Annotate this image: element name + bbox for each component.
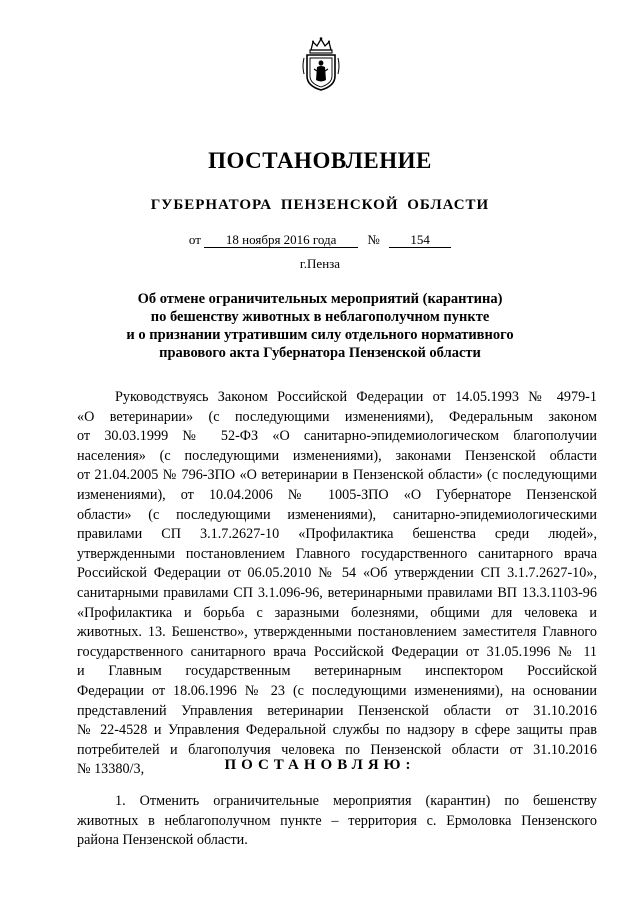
- preamble-line: Руководствуясь Законом Российской Федерации от 14.05.1993 № 4979-1: [115, 389, 597, 405]
- preamble-line: населения» (с последующими изменениями), законами Пензенской области: [77, 447, 597, 464]
- preamble-line: и Главным государственным ветеринарным инспектором Российской: [77, 663, 597, 680]
- preamble-line: представлений Управления ветеринарии Пензенской области от 31.10.2016: [77, 702, 597, 719]
- decree-word: ПОСТАНОВЛЯЮ:: [224, 757, 416, 773]
- heading-line: и о признании утратившим силу отдельного нормативного: [126, 327, 514, 343]
- preamble-line: от 21.04.2005 № 796-ЗПО «О ветеринарии в Пензенской области» (с последующими: [77, 467, 597, 484]
- item-line: животных в неблагополучном пункте – территория с. Ермоловка Пензенского: [77, 812, 597, 829]
- heading-line: по бешенству животных в неблагополучном пункте: [150, 309, 490, 325]
- document-title: ПОСТАНОВЛЕНИЕ: [208, 148, 432, 173]
- date-number-line: [0, 232, 640, 248]
- preamble-line: «Профилактика и борьба с заразными болезнями, общими для человека и: [77, 604, 597, 621]
- document-issuer: ГУБЕРНАТОРА ПЕНЗЕНСКОЙ ОБЛАСТИ: [150, 197, 490, 213]
- preamble-line: Российской Федерации от 06.05.2010 № 54 «Об утверждении СП 3.1.7.2627-10»,: [77, 565, 597, 582]
- item-1-paragraph: [77, 792, 597, 851]
- preamble-line: от 30.03.1999 № 52-ФЗ «О санитарно-эпидемиологическом благополучии: [77, 428, 597, 445]
- heading-line: Об отмене ограничительных мероприятий (карантина): [137, 291, 503, 307]
- preamble-line: государственного санитарного врача Российской Федерации от 31.05.1996 № 11: [77, 643, 597, 660]
- preamble-line: № 22-4528 и Управления Федеральной службы по надзору в сфере защиты прав: [77, 722, 597, 739]
- item-line: 1. Отменить ограничительные мероприятия (карантин) по бешенству: [115, 793, 597, 809]
- number-sign: №: [367, 232, 380, 247]
- document-date: 18 ноября 2016 года: [204, 233, 358, 248]
- preamble-line: потребителей и благополучия человека по Пензенской области от 31.10.2016: [77, 741, 597, 758]
- coat-of-arms-icon: [301, 36, 341, 92]
- preamble-line: изменениями), от 10.04.2006 № 1005-ЗПО «О Губернаторе Пензенской: [77, 486, 597, 503]
- date-prefix: от: [188, 232, 201, 247]
- preamble-line: № 13380/3,: [77, 761, 145, 778]
- document-number: 154: [389, 233, 451, 248]
- preamble-line: области» (с последующими изменениями), санитарно-эпидемиологическими: [77, 506, 597, 523]
- preamble-paragraph: [77, 388, 597, 780]
- preamble-line: санитарными правилами СП 3.1.096-96, ветеринарными правилами ВП 13.3.1103-96: [77, 584, 597, 601]
- heading-line: правового акта Губернатора Пензенской области: [159, 345, 481, 361]
- document-heading: [120, 290, 520, 362]
- preamble-line: Федерации от 18.06.1996 № 23 (с последующими изменениями), на основании: [77, 682, 597, 699]
- preamble-line: правилами СП 3.1.7.2627-10 «Профилактика бешенства среди людей»,: [77, 526, 597, 543]
- document-city: г.Пенза: [299, 256, 341, 271]
- preamble-line: утвержденными постановлением Главного государственного санитарного врача: [77, 545, 597, 562]
- item-line: района Пензенской области.: [77, 832, 248, 849]
- preamble-line: животных. 13. Бешенство», утвержденными постановлением заместителя Главного: [77, 624, 597, 641]
- preamble-line: «О ветеринарии» (с последующими изменениями), Федеральным законом: [77, 408, 597, 425]
